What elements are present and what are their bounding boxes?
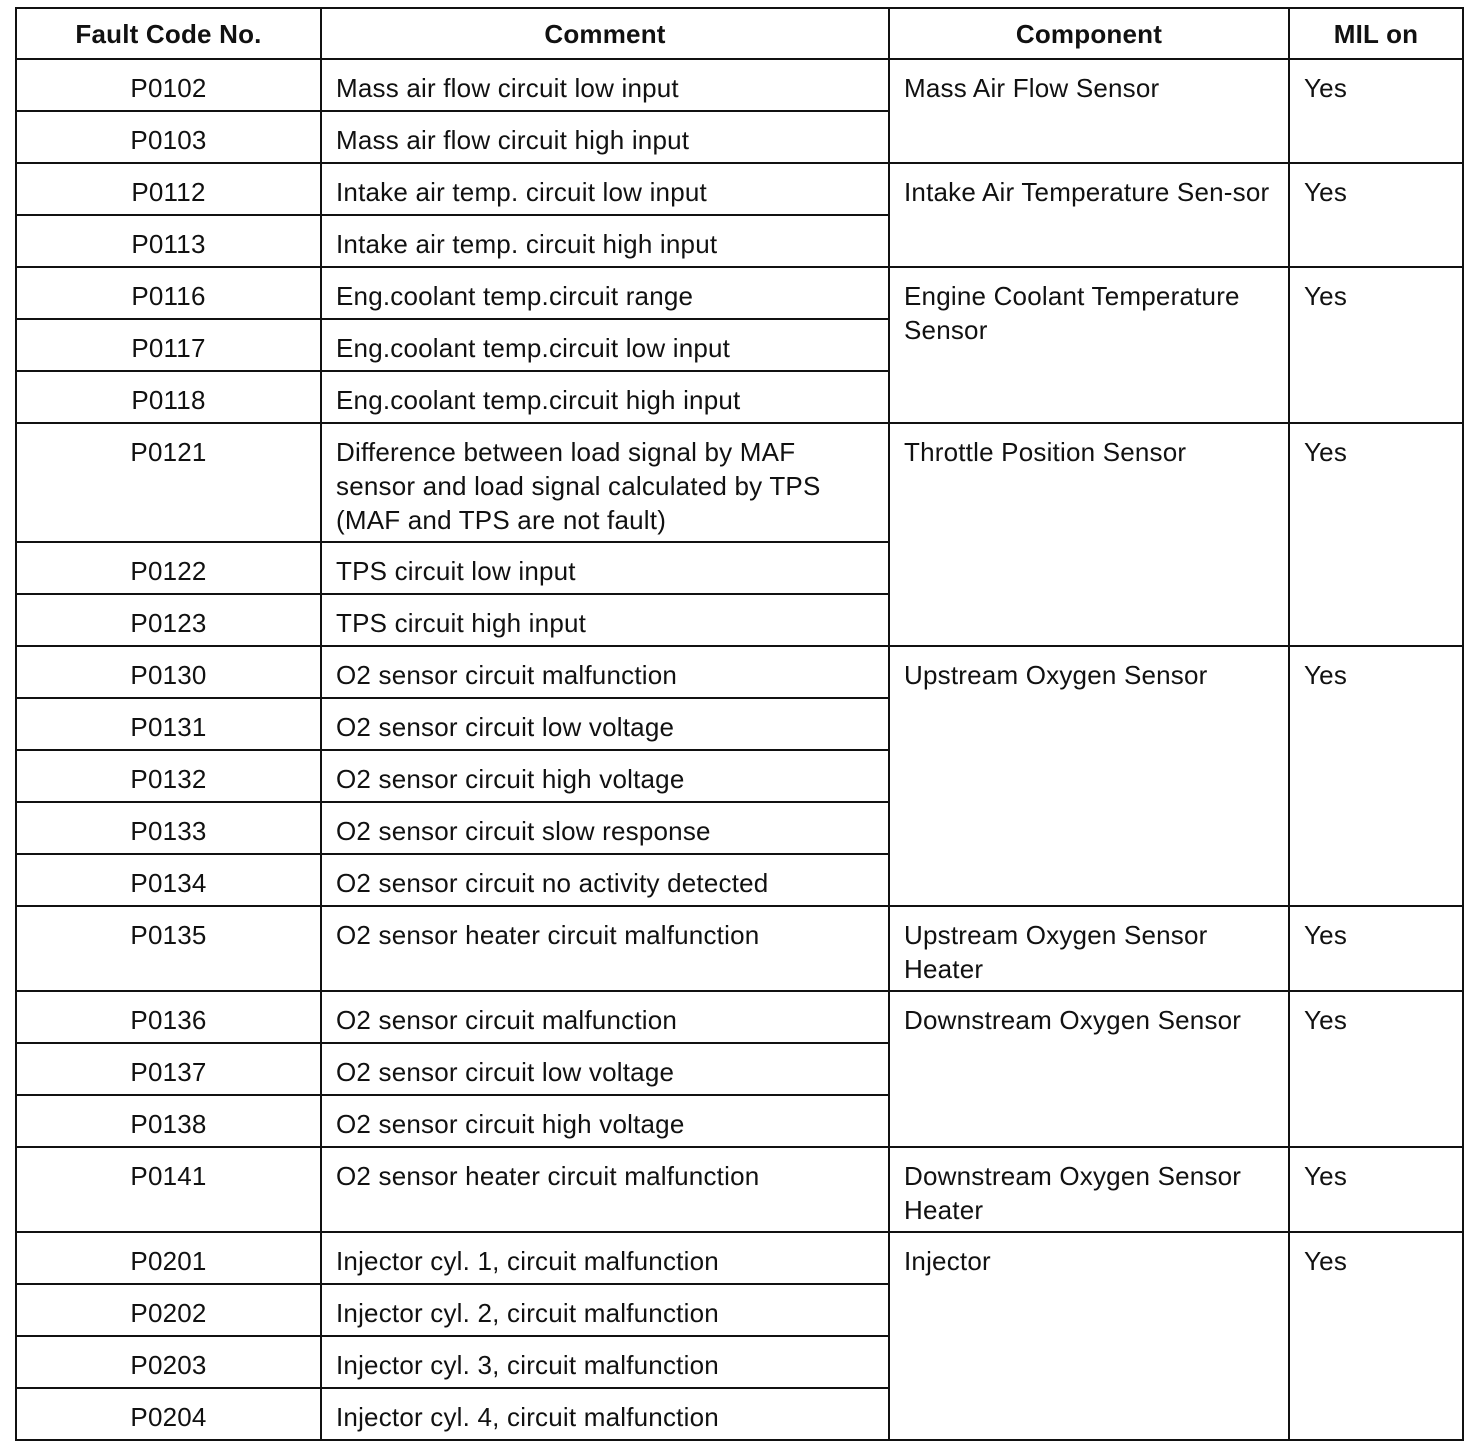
fault-code-cell: P0112 <box>16 163 321 215</box>
component-cell: Throttle Position Sensor <box>889 423 1289 646</box>
fault-code-cell: P0113 <box>16 215 321 267</box>
fault-code-cell: P0134 <box>16 854 321 906</box>
component-cell: Upstream Oxygen Sensor Heater <box>889 906 1289 991</box>
mil-on-cell: Yes <box>1289 991 1463 1147</box>
table-row <box>16 1232 1463 1284</box>
header-fault-code: Fault Code No. <box>16 8 321 59</box>
comment-cell: O2 sensor circuit slow response <box>321 802 889 854</box>
mil-on-cell: Yes <box>1289 646 1463 906</box>
comment-cell: Intake air temp. circuit high input <box>321 215 889 267</box>
table-row <box>16 1147 1463 1232</box>
comment-cell: Injector cyl. 3, circuit malfunction <box>321 1336 889 1388</box>
fault-code-cell: P0136 <box>16 991 321 1043</box>
fault-code-cell: P0203 <box>16 1336 321 1388</box>
table-row <box>16 163 1463 215</box>
fault-code-cell: P0202 <box>16 1284 321 1336</box>
comment-cell: O2 sensor circuit low voltage <box>321 698 889 750</box>
fault-code-cell: P0141 <box>16 1147 321 1232</box>
table-row <box>16 267 1463 319</box>
header-mil-on: MIL on <box>1289 8 1463 59</box>
mil-on-cell: Yes <box>1289 1147 1463 1232</box>
comment-cell: TPS circuit low input <box>321 542 889 594</box>
fault-code-cell: P0132 <box>16 750 321 802</box>
comment-cell: Mass air flow circuit high input <box>321 111 889 163</box>
fault-code-table <box>15 7 1464 1441</box>
comment-cell: O2 sensor circuit no activity detected <box>321 854 889 906</box>
comment-cell: Eng.coolant temp.circuit low input <box>321 319 889 371</box>
fault-code-cell: P0123 <box>16 594 321 646</box>
component-cell: Upstream Oxygen Sensor <box>889 646 1289 906</box>
fault-code-cell: P0102 <box>16 59 321 111</box>
component-cell: Intake Air Temperature Sen-sor <box>889 163 1289 267</box>
header-row <box>16 8 1463 59</box>
comment-cell: Eng.coolant temp.circuit high input <box>321 371 889 423</box>
mil-on-cell: Yes <box>1289 163 1463 267</box>
header-comment: Comment <box>321 8 889 59</box>
comment-cell: O2 sensor circuit malfunction <box>321 646 889 698</box>
fault-code-cell: P0201 <box>16 1232 321 1284</box>
fault-code-cell: P0116 <box>16 267 321 319</box>
component-cell: Injector <box>889 1232 1289 1440</box>
table-row <box>16 423 1463 542</box>
comment-cell: Injector cyl. 4, circuit malfunction <box>321 1388 889 1440</box>
fault-code-cell: P0133 <box>16 802 321 854</box>
comment-cell: TPS circuit high input <box>321 594 889 646</box>
fault-code-cell: P0103 <box>16 111 321 163</box>
fault-code-cell: P0122 <box>16 542 321 594</box>
component-cell: Downstream Oxygen Sensor <box>889 991 1289 1147</box>
table-row <box>16 906 1463 991</box>
fault-code-cell: P0137 <box>16 1043 321 1095</box>
mil-on-cell: Yes <box>1289 423 1463 646</box>
mil-on-cell: Yes <box>1289 59 1463 163</box>
fault-code-cell: P0130 <box>16 646 321 698</box>
header-component: Component <box>889 8 1289 59</box>
comment-cell: O2 sensor circuit high voltage <box>321 1095 889 1147</box>
fault-code-cell: P0117 <box>16 319 321 371</box>
fault-code-cell: P0131 <box>16 698 321 750</box>
mil-on-cell: Yes <box>1289 906 1463 991</box>
component-cell: Mass Air Flow Sensor <box>889 59 1289 163</box>
component-cell: Downstream Oxygen Sensor Heater <box>889 1147 1289 1232</box>
mil-on-cell: Yes <box>1289 1232 1463 1440</box>
comment-cell: O2 sensor heater circuit malfunction <box>321 906 889 991</box>
comment-cell: Injector cyl. 1, circuit malfunction <box>321 1232 889 1284</box>
fault-table-body <box>16 59 1463 1440</box>
comment-cell: O2 sensor circuit low voltage <box>321 1043 889 1095</box>
table-row <box>16 991 1463 1043</box>
comment-cell: Mass air flow circuit low input <box>321 59 889 111</box>
table-row <box>16 59 1463 111</box>
comment-cell: Difference between load signal by MAF sensor and load signal calculated by TPS (MAF and TPS are not fault) <box>321 423 889 542</box>
fault-code-cell: P0138 <box>16 1095 321 1147</box>
fault-code-cell: P0121 <box>16 423 321 542</box>
fault-code-cell: P0118 <box>16 371 321 423</box>
component-cell: Engine Coolant Temperature Sensor <box>889 267 1289 423</box>
comment-cell: O2 sensor circuit high voltage <box>321 750 889 802</box>
table-row <box>16 646 1463 698</box>
comment-cell: Intake air temp. circuit low input <box>321 163 889 215</box>
mil-on-cell: Yes <box>1289 267 1463 423</box>
comment-cell: Injector cyl. 2, circuit malfunction <box>321 1284 889 1336</box>
comment-cell: O2 sensor heater circuit malfunction <box>321 1147 889 1232</box>
comment-cell: O2 sensor circuit malfunction <box>321 991 889 1043</box>
fault-code-cell: P0135 <box>16 906 321 991</box>
fault-code-cell: P0204 <box>16 1388 321 1440</box>
comment-cell: Eng.coolant temp.circuit range <box>321 267 889 319</box>
